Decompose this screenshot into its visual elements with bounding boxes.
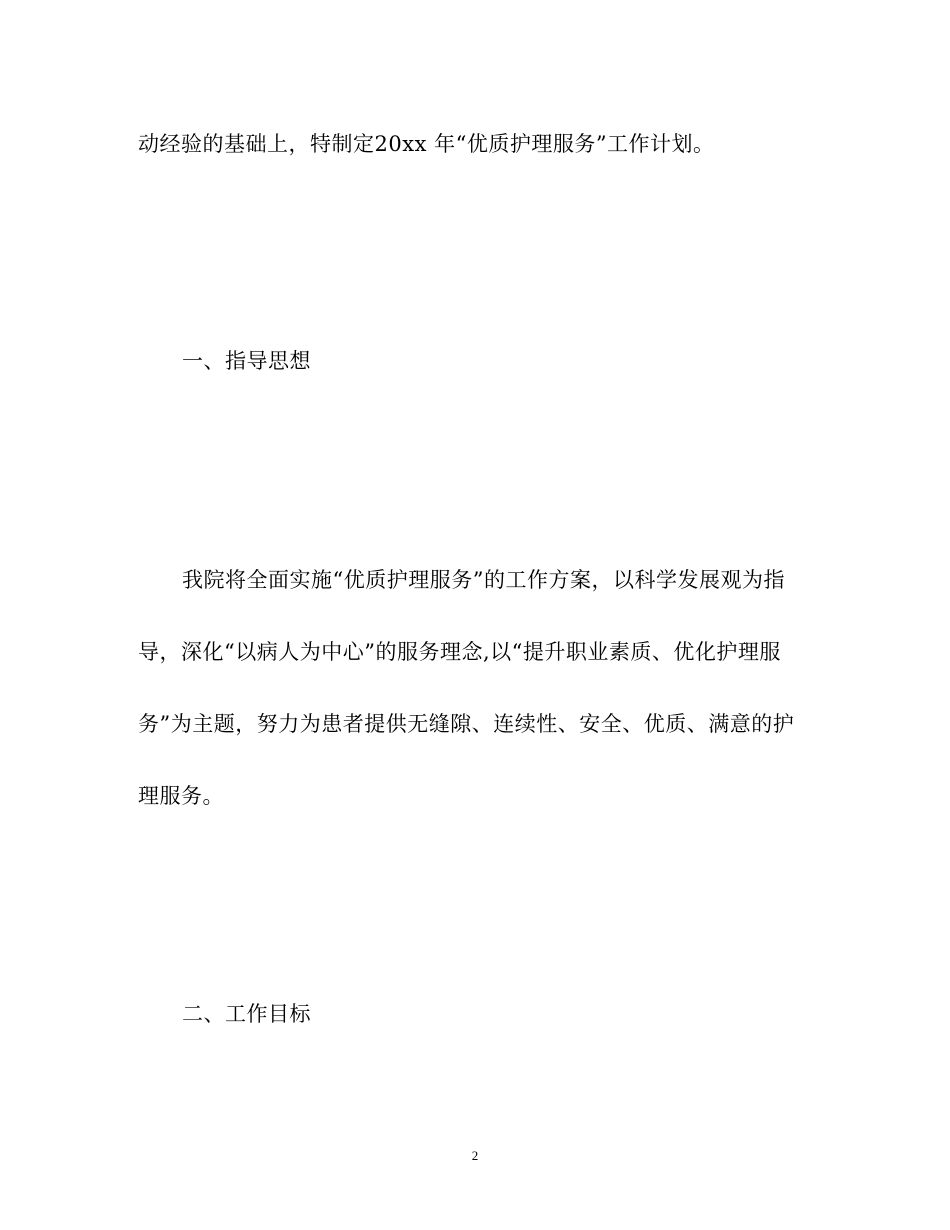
section-heading-work-goals: 二、工作目标: [182, 1002, 311, 1026]
section-1-body-line-1: 我院将全面实施“优质护理服务”的工作方案，以科学发展观为指: [182, 568, 785, 592]
paragraph-intro-end: 动经验的基础上，特制定20xx 年“优质护理服务”工作计划。: [138, 132, 715, 156]
section-1-body-line-3: 务”为主题，努力为患者提供无缝隙、连续性、安全、优质、满意的护: [138, 712, 795, 736]
section-1-body-line-2: 导，深化“以病人为中心”的服务理念,以“提升职业素质、优化护理服: [138, 640, 781, 664]
page-number: 2: [471, 1148, 479, 1163]
section-heading-guiding-ideology: 一、指导思想: [182, 349, 311, 373]
section-1-body-line-4: 理服务。: [138, 784, 224, 808]
